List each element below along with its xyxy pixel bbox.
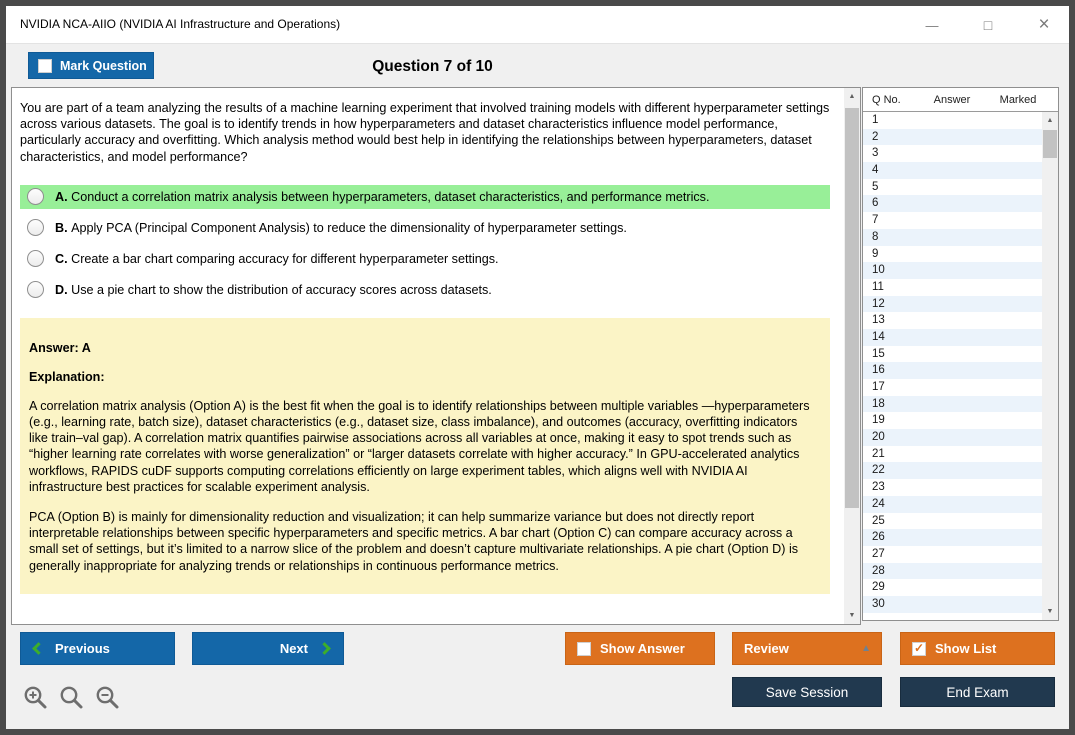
show-answer-label: Show Answer (600, 641, 685, 656)
scroll-down-icon[interactable]: ▼ (848, 612, 856, 619)
question-list-row[interactable]: 28 (863, 563, 1042, 580)
answer-label: Answer: A (29, 340, 91, 355)
scroll-up-icon[interactable]: ▲ (1046, 117, 1054, 124)
radio-button-a[interactable] (27, 188, 44, 205)
question-list-row[interactable]: 3 (872, 147, 879, 160)
option-a[interactable] (20, 185, 830, 209)
option-c-text: C. Create a bar chart comparing accuracy for different hyperparameter settings. (55, 251, 499, 266)
question-list-row[interactable]: 11 (872, 280, 884, 293)
question-list-rows (863, 112, 1042, 620)
option-b-text: B. Apply PCA (Principal Component Analysis) to reduce the dimensionality of hyperparameter settings. (55, 220, 627, 235)
show-list-checkbox[interactable]: ✓ (913, 641, 925, 655)
review-label: Review (744, 641, 789, 656)
chevron-right-icon (318, 642, 331, 655)
header-answer: Answer (933, 93, 971, 106)
question-list-row[interactable]: 8 (863, 229, 1042, 246)
zoom-toolbar (22, 684, 121, 711)
explanation-box (20, 318, 830, 594)
question-list-row[interactable]: 23 (872, 481, 885, 494)
zoom-in-icon[interactable] (22, 684, 49, 711)
next-button[interactable] (192, 632, 344, 665)
question-list-row[interactable]: 10 (863, 262, 1042, 279)
question-list-row[interactable]: 20 (863, 429, 1042, 446)
option-a-text: A. Conduct a correlation matrix analysis between hyperparameters, dataset characteristics, and performance metrics. (55, 189, 710, 204)
end-exam-button[interactable] (900, 677, 1055, 707)
question-list-row[interactable]: 26 (863, 529, 1042, 546)
show-list-label: Show List (935, 641, 997, 656)
title-bar (6, 6, 1069, 44)
question-counter: Question 7 of 10 (372, 57, 493, 75)
question-list-row[interactable]: 21 (872, 447, 885, 460)
zoom-reset-icon[interactable] (58, 684, 85, 711)
header-marked: Marked (999, 93, 1037, 106)
explanation-heading: Explanation: (29, 369, 105, 384)
question-list-row[interactable]: 17 (872, 381, 885, 393)
option-d[interactable] (20, 278, 830, 302)
radio-button-d[interactable] (27, 281, 44, 298)
scroll-up-icon[interactable]: ▲ (848, 93, 856, 100)
radio-button-b[interactable] (27, 219, 44, 236)
mark-question-label: Mark Question (60, 58, 147, 73)
zoom-out-icon[interactable] (94, 684, 121, 711)
question-list-panel (862, 87, 1059, 621)
question-list-row[interactable]: 9 (872, 247, 879, 260)
question-list-row[interactable]: 25 (872, 514, 885, 527)
content-scrollbar-thumb[interactable] (845, 108, 859, 508)
explanation-paragraph-1: A correlation matrix analysis (Option A) is the best fit when the goal is to identify relationships between multiple variables —hyperparameters (e.g., learning rate, batch size), dataset characteristics (e.g., dataset size, class imbalance), and outcomes (accuracy, overfitting indicators like train–val gap). A correlation matrix quantifies pairwise associations across all variables at once, making it easy to spot trends such as “higher learning rate correlates with worse generalization” or “larger datasets correlate with higher accuracy.” In GPU-accelerated analytics workflows, RAPIDS cuDF supports computing correlations efficiently on large experiment tables, which aligns well with NVIDIA AI infrastructure best practices for scalable experiment analysis. (29, 398, 810, 494)
close-icon[interactable]: × (1038, 14, 1050, 35)
previous-button[interactable] (20, 632, 175, 665)
next-label: Next (279, 641, 308, 656)
question-list-row[interactable]: 30 (863, 596, 1042, 613)
review-dropdown-button[interactable] (732, 632, 882, 665)
question-list-row[interactable]: 4 (863, 162, 1042, 179)
question-list-row[interactable]: 24 (863, 496, 1042, 513)
question-list-row[interactable]: 2 (863, 129, 1042, 146)
question-list-row[interactable]: 6 (863, 195, 1042, 212)
question-list-header (863, 88, 1058, 112)
show-list-button[interactable] (900, 632, 1055, 665)
option-d-text: D. Use a pie chart to show the distribution of accuracy scores across datasets. (55, 282, 492, 297)
question-list-row[interactable]: 16 (863, 362, 1042, 379)
question-list-row[interactable]: 18 (863, 396, 1042, 413)
question-list-row[interactable]: 5 (872, 180, 879, 193)
scroll-down-icon[interactable]: ▼ (1046, 608, 1054, 615)
explanation-paragraph-2: PCA (Option B) is mainly for dimensionality reduction and visualization; it can help summarize variance but does not directly report interpretable relationships between specific hyperparameters and specific metrics. A bar chart (Option C) can compare accuracy across a small set of settings, but it’s limited to a narrow slice of the problem and doesn’t capture multivariate relationships. A pie chart (Option D) is generally inappropriate for analyzing trends or relationships in continuous performance metrics. (29, 510, 799, 573)
window-controls (917, 6, 1059, 44)
question-list-row[interactable]: 13 (872, 314, 885, 327)
radio-button-c[interactable] (27, 250, 44, 267)
question-list-row[interactable]: 7 (872, 214, 879, 227)
question-list-row[interactable]: 22 (863, 462, 1042, 479)
show-answer-button[interactable] (565, 632, 715, 665)
answer-options (20, 185, 840, 302)
option-b[interactable] (20, 216, 830, 240)
question-list-row[interactable]: 15 (872, 347, 885, 360)
question-list-row[interactable]: 29 (872, 581, 885, 594)
previous-label: Previous (55, 641, 110, 656)
end-exam-label: End Exam (946, 684, 1009, 700)
save-session-label: Save Session (765, 684, 849, 700)
header-qno: Q No. (872, 93, 901, 106)
option-c[interactable] (20, 247, 830, 271)
question-list-row[interactable]: 1 (872, 114, 879, 126)
save-session-button[interactable] (732, 677, 882, 707)
question-panel (11, 87, 861, 625)
chevron-left-icon (32, 642, 45, 655)
dropdown-arrow-up-icon: ▲ (861, 643, 871, 654)
show-answer-checkbox[interactable] (577, 642, 591, 656)
question-list-scrollbar[interactable] (1042, 112, 1058, 620)
question-list-row[interactable]: 14 (863, 329, 1042, 346)
window-title: NVIDIA NCA-AIIO (NVIDIA AI Infrastructure and Operations) (20, 17, 341, 31)
question-list-scrollbar-thumb[interactable] (1043, 130, 1057, 158)
question-content (12, 88, 844, 624)
maximize-icon[interactable]: □ (983, 17, 993, 33)
content-scrollbar[interactable] (844, 88, 860, 624)
question-list-row[interactable]: 19 (872, 414, 885, 427)
question-list-row[interactable]: 27 (872, 547, 885, 560)
question-list-row[interactable]: 12 (863, 296, 1042, 313)
minimize-icon[interactable]: — (925, 17, 939, 33)
question-text: You are part of a team analyzing the results of a machine learning experiment that involved training models with different hyperparameter settings across various datasets. The goal is to identify trends in how hyperparameters and dataset characteristics influence model performance, particularly accuracy and overfitting. Which analysis method would best help in identifying the relationships between hyperparameters, dataset characteristics, and model performance? (20, 101, 830, 164)
header-bar (6, 45, 1069, 88)
